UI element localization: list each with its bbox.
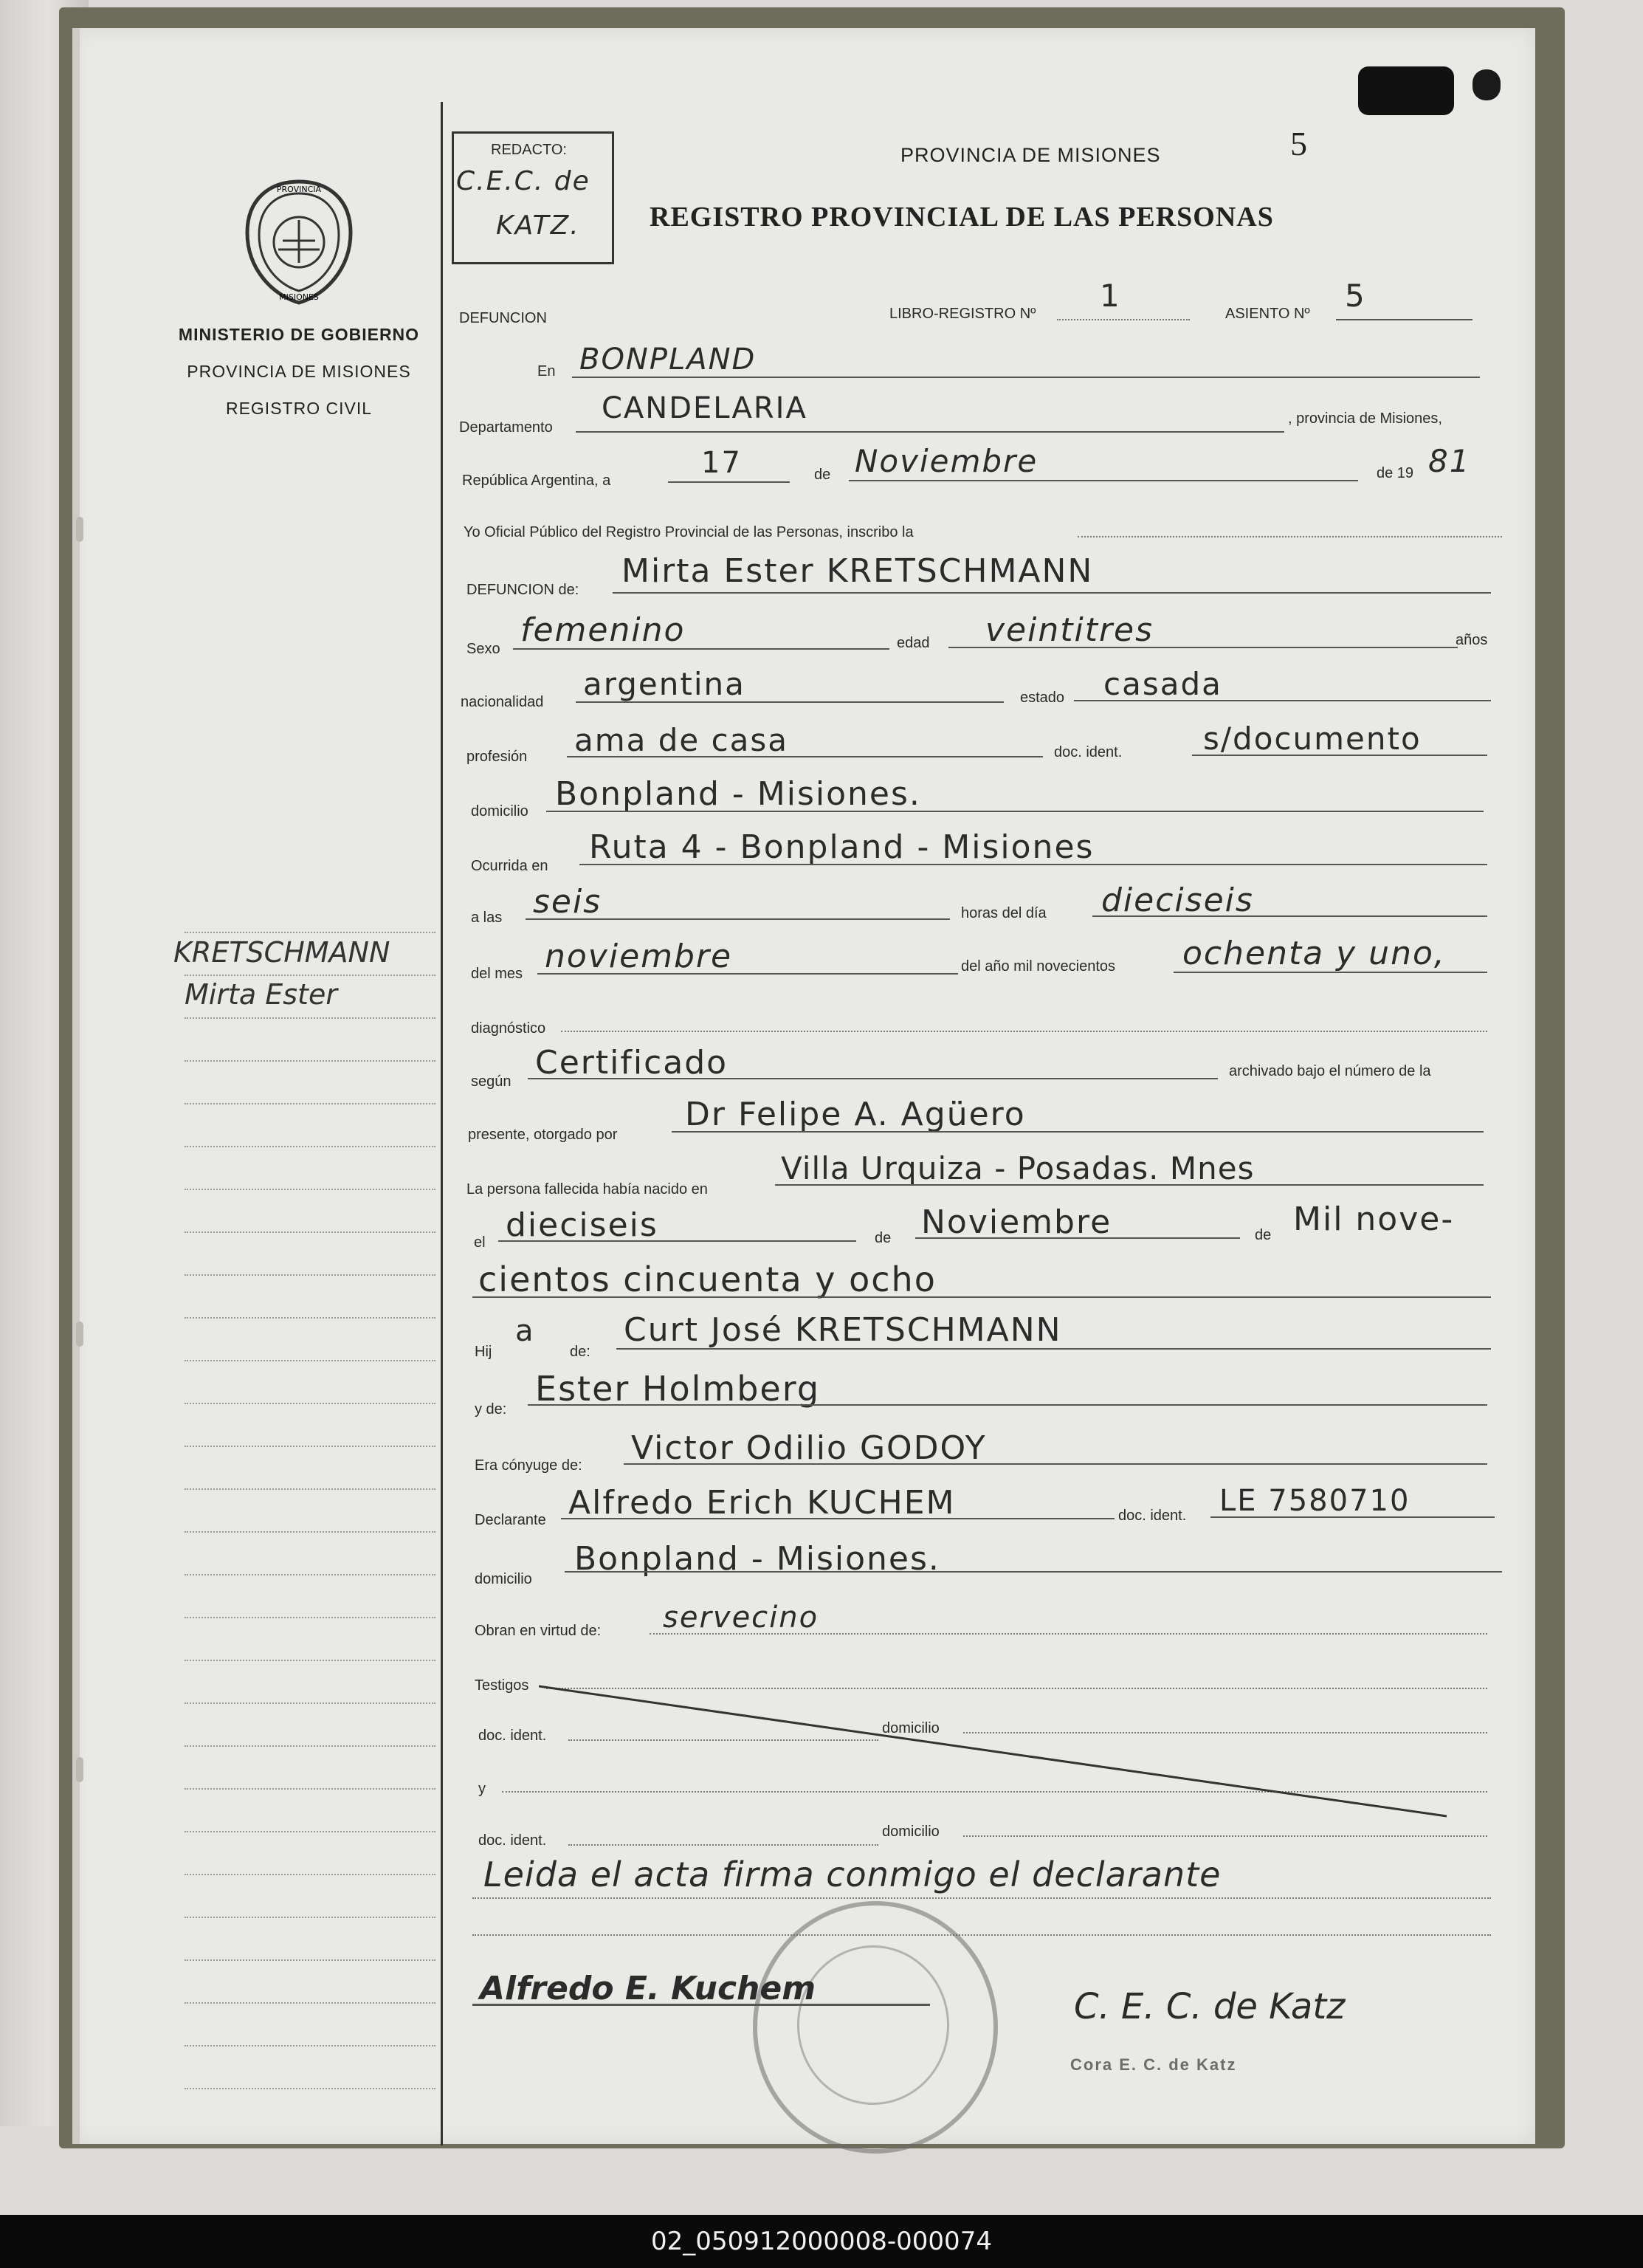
t2-dom-label: domicilio: [882, 1824, 940, 1840]
yde-label: y de:: [475, 1401, 507, 1418]
doc-value: s/documento: [1203, 721, 1422, 757]
de19-label: de 19: [1377, 465, 1414, 481]
margin-rule: [185, 1446, 435, 1447]
estado-line: [1074, 700, 1491, 701]
hora-line: [526, 918, 950, 920]
y-label: y: [478, 1781, 486, 1797]
conyuge-label: Era cónyuge de:: [475, 1457, 582, 1474]
margin-rule: [185, 1146, 435, 1147]
declarante-line: [561, 1518, 1115, 1519]
decl-doc-line: [1210, 1516, 1495, 1518]
t2-doc-line: [568, 1844, 878, 1846]
nacionalidad-line: [576, 701, 1004, 703]
asiento-label: ASIENTO Nº: [1225, 306, 1310, 322]
nac-dia-line: [498, 1240, 856, 1242]
nacionalidad-label: nacionalidad: [461, 694, 544, 710]
nacido-label: La persona fallecida había nacido en: [466, 1181, 708, 1197]
segun-line: [528, 1078, 1218, 1079]
margin-rule: [185, 2088, 435, 2089]
margin-rule: [185, 1274, 435, 1276]
t2-dom-line: [963, 1835, 1487, 1837]
dia-line: [668, 481, 790, 483]
edad-line: [948, 647, 1458, 648]
ocurrida-label: Ocurrida en: [471, 858, 548, 874]
republica-label: República Argentina, a: [462, 472, 611, 489]
page-title: REGISTRO PROVINCIAL DE LAS PERSONAS: [650, 202, 1274, 233]
nac-anio-value1: Mil nove-: [1293, 1200, 1455, 1238]
el-label: el: [474, 1234, 486, 1251]
sexo-line: [513, 648, 889, 650]
t1-doc-label: doc. ident.: [478, 1728, 547, 1744]
margin-given-names: Mirta Ester: [185, 978, 337, 1011]
ministry-line2: PROVINCIA DE MISIONES: [187, 362, 411, 381]
libro-label: LIBRO-REGISTRO Nº: [889, 306, 1036, 322]
dia-muerte-value: dieciseis: [1101, 882, 1254, 919]
binding-stitch: [76, 1757, 83, 1782]
column-divider: [441, 102, 443, 2145]
register-page: [72, 28, 1535, 2144]
profesion-value: ama de casa: [574, 722, 789, 758]
en-line: [572, 377, 1480, 378]
nac-dia-value: dieciseis: [506, 1206, 658, 1244]
anio-muerte-value: ochenta y uno,: [1182, 935, 1446, 972]
conyuge-value: Victor Odilio GODOY: [631, 1429, 987, 1467]
closing-line: [472, 1934, 1491, 1936]
margin-rule: [185, 1017, 435, 1019]
margin-rule: [185, 2002, 435, 2004]
estado-value: casada: [1103, 666, 1222, 702]
decl-dom-line: [565, 1571, 1502, 1573]
margin-rule: [185, 1917, 435, 1918]
diagnostico-label: diagnóstico: [471, 1020, 546, 1037]
decl-doc-label: doc. ident.: [1118, 1508, 1187, 1524]
margin-rule: [185, 1488, 435, 1490]
margin-rule: [185, 1060, 435, 1062]
dia-value: 17: [701, 446, 742, 480]
defuncion-label: DEFUNCION: [459, 310, 547, 326]
estado-label: estado: [1020, 690, 1065, 706]
nombre-line: [613, 592, 1491, 594]
margin-rule: [185, 975, 435, 976]
delmes-label: del mes: [471, 966, 523, 982]
margin-rule: [185, 1874, 435, 1875]
departamento-line: [576, 431, 1284, 433]
binding-stitch: [76, 1322, 83, 1347]
padre-value: Curt José KRETSCHMANN: [624, 1311, 1062, 1349]
hora-value: seis: [533, 883, 602, 921]
hij-de-label: de:: [570, 1344, 590, 1360]
oficial-stamp-text: Cora E. C. de Katz: [1070, 2055, 1237, 2074]
anio-muerte-line: [1174, 972, 1487, 973]
mes-muerte-line: [537, 973, 958, 975]
alas-label: a las: [471, 910, 503, 926]
margin-rule: [185, 1317, 435, 1319]
margin-rule: [185, 932, 435, 933]
libro-line: [1057, 319, 1190, 320]
margin-surname: KRETSCHMANN: [173, 936, 390, 969]
horas-label: horas del día: [961, 905, 1047, 921]
edad-value: veintitres: [985, 611, 1154, 649]
closing-text: Leida el acta firma conmigo el declarante: [483, 1855, 1222, 1894]
obran-value: servecino: [663, 1601, 819, 1635]
provincial-emblem-icon: [240, 177, 358, 306]
margin-rule: [185, 1360, 435, 1361]
margin-rule: [185, 1574, 435, 1575]
departamento-value: CANDELARIA: [602, 391, 807, 425]
libro-value: 1: [1100, 278, 1121, 314]
anos-label: años: [1456, 632, 1488, 648]
anio-value: 81: [1428, 443, 1471, 479]
nacido-value: Villa Urquiza - Posadas. Mnes: [781, 1150, 1255, 1186]
presente-label: presente, otorgado por: [468, 1127, 618, 1143]
t1-dom-label: domicilio: [882, 1720, 940, 1736]
margin-rule: [185, 1959, 435, 1961]
en-label: En: [537, 363, 556, 379]
defuncion-de-label: DEFUNCION de:: [466, 582, 579, 598]
nac-mes-line: [915, 1237, 1240, 1239]
nac-de2-label: de: [1255, 1227, 1272, 1243]
ocurrida-value: Ruta 4 - Bonpland - Misiones: [589, 828, 1095, 866]
decl-dom-value: Bonpland - Misiones.: [574, 1540, 940, 1578]
margin-rule: [185, 1702, 435, 1704]
domicilio-line: [546, 811, 1484, 812]
diagnostico-line: [561, 1031, 1487, 1032]
svg-text:PROVINCIA: PROVINCIA: [276, 185, 322, 194]
nac-mes-value: Noviembre: [921, 1203, 1112, 1241]
nac-anio-line: [472, 1296, 1491, 1298]
margin-rule: [185, 1103, 435, 1104]
margin-rule: [185, 1745, 435, 1747]
segun-value: Certificado: [535, 1044, 728, 1082]
signature-oficial: C. E. C. de Katz: [1074, 1986, 1346, 2027]
doc-label: doc. ident.: [1054, 744, 1123, 760]
de-label: de: [814, 467, 831, 483]
edad-label: edad: [897, 635, 930, 651]
margin-rule: [185, 1831, 435, 1832]
sexo-value: femenino: [520, 611, 686, 649]
presente-value: Dr Felipe A. Agüero: [685, 1096, 1026, 1133]
madre-line: [528, 1404, 1487, 1406]
padre-line: [616, 1348, 1491, 1350]
redacto-value-line1: C.E.C. de: [456, 166, 590, 196]
oficial-text: Yo Oficial Público del Registro Provincial de las Personas, inscribo la: [464, 524, 914, 540]
nac-de1-label: de: [875, 1230, 892, 1246]
footer-filename: 02_050912000008-000074: [651, 2227, 992, 2256]
hij-suffix: a: [515, 1314, 535, 1348]
profesion-line: [567, 756, 1043, 757]
margin-rule: [185, 1189, 435, 1190]
margin-rule: [185, 2045, 435, 2047]
conyuge-line: [624, 1463, 1487, 1465]
presente-line: [672, 1131, 1484, 1133]
archivado-label: archivado bajo el número de la: [1229, 1063, 1431, 1079]
signature-declarante-line: [472, 2004, 930, 2006]
redacto-value-line2: KATZ.: [496, 210, 580, 241]
madre-value: Ester Holmberg: [535, 1369, 821, 1409]
black-tab-mark: [1358, 66, 1454, 115]
nac-anio-value2: cientos cincuenta y ocho: [478, 1260, 937, 1299]
official-seal-inner-ring: [797, 1945, 949, 2105]
margin-rule: [185, 1531, 435, 1533]
testigos-strikeout: [539, 1676, 1454, 1824]
asiento-line: [1336, 319, 1472, 320]
margin-rule: [185, 1231, 435, 1233]
page-binding: [72, 28, 80, 2144]
segun-label: según: [471, 1073, 512, 1090]
oficial-line: [1078, 536, 1502, 537]
binding-stitch: [76, 517, 83, 542]
decl-doc-value: LE 7580710: [1219, 1484, 1410, 1518]
margin-rule: [185, 1788, 435, 1790]
delanio-label: del año mil novecientos: [961, 958, 1116, 975]
declarante-value: Alfredo Erich KUCHEM: [568, 1484, 956, 1522]
provincia-suffix: , provincia de Misiones,: [1288, 410, 1442, 427]
page-number: 5: [1290, 125, 1307, 162]
redacto-label: REDACTO:: [491, 142, 567, 158]
profesion-label: profesión: [466, 749, 528, 765]
margin-rule: [185, 1403, 435, 1404]
header-province: PROVINCIA DE MISIONES: [900, 144, 1161, 166]
domicilio-label: domicilio: [471, 803, 528, 819]
decl-dom-label: domicilio: [475, 1571, 532, 1587]
hij-label: Hij: [475, 1344, 492, 1360]
margin-rule: [185, 1660, 435, 1661]
closing-line: [472, 1897, 1491, 1899]
mes-value: Noviembre: [855, 443, 1038, 479]
doc-line: [1192, 755, 1487, 756]
dia-muerte-line: [1092, 915, 1487, 917]
asiento-value: 5: [1345, 278, 1366, 314]
signature-declarante: Alfredo E. Kuchem: [480, 1970, 816, 2007]
svg-text:MISIONES: MISIONES: [279, 292, 319, 302]
black-tab-mark: [1472, 69, 1501, 100]
nombre-value: Mirta Ester KRETSCHMANN: [621, 552, 1094, 590]
ministry-line3: REGISTRO CIVIL: [225, 399, 373, 418]
t2-doc-label: doc. ident.: [478, 1832, 547, 1849]
domicilio-value: Bonpland - Misiones.: [555, 775, 921, 813]
declarante-label: Declarante: [475, 1512, 546, 1528]
mes-line: [849, 480, 1358, 481]
ocurrida-line: [579, 864, 1487, 865]
obran-line: [650, 1633, 1487, 1635]
sexo-label: Sexo: [466, 641, 500, 657]
mes-muerte-value: noviembre: [545, 938, 733, 975]
nacionalidad-value: argentina: [583, 666, 745, 702]
obran-label: Obran en virtud de:: [475, 1623, 602, 1639]
departamento-label: Departamento: [459, 419, 553, 436]
ministry-line1: MINISTERIO DE GOBIERNO: [178, 325, 420, 344]
testigos-label: Testigos: [475, 1677, 529, 1694]
margin-rule: [185, 1617, 435, 1618]
nacido-line: [775, 1184, 1484, 1186]
en-value: BONPLAND: [579, 343, 757, 377]
